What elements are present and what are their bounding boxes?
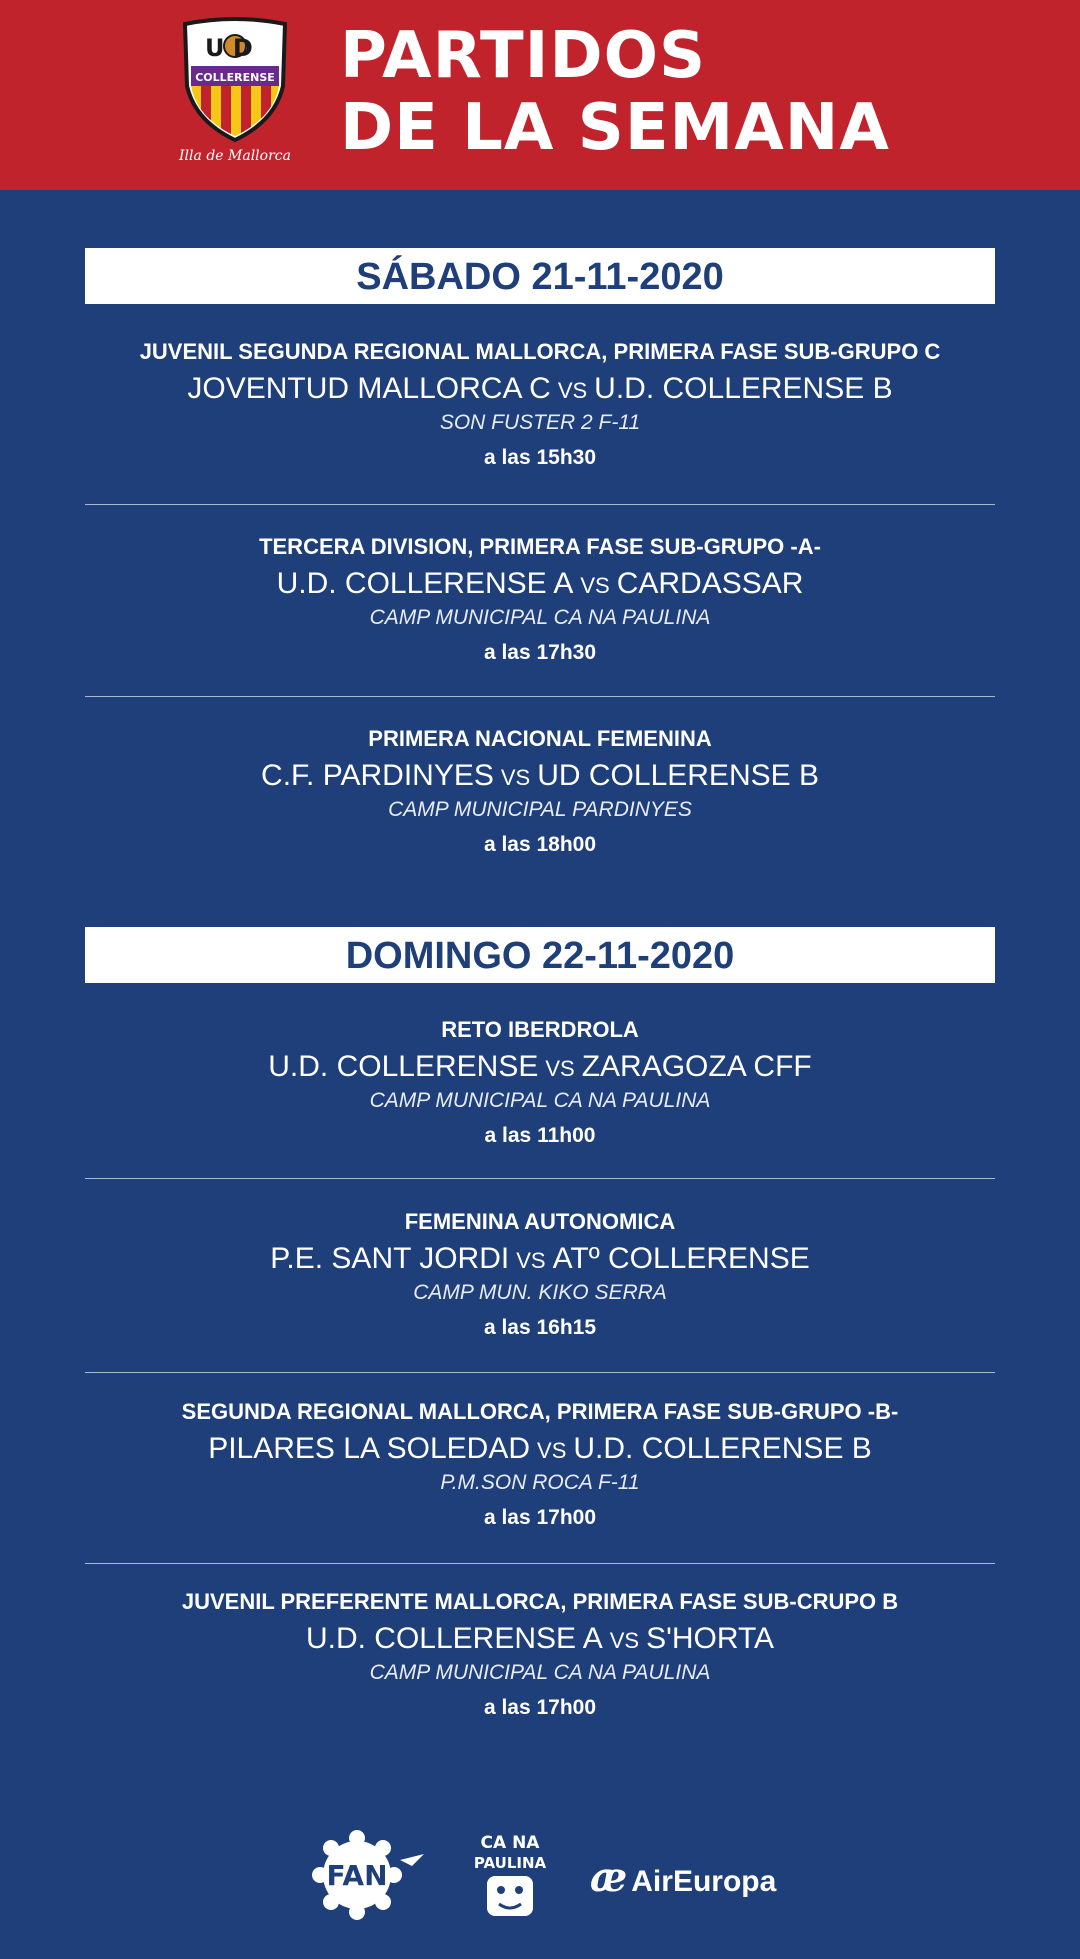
aireuropa-text: AirEuropa (631, 1865, 777, 1898)
aireuropa-mark-icon: æ (590, 1854, 628, 1901)
match-time: a las 18h00 (483, 833, 597, 856)
day-header-saturday: SÁBADO 21-11-2020 (85, 248, 995, 304)
home-team: C.F. PARDINYES (261, 759, 494, 792)
match-card (85, 534, 995, 666)
vs-label: VS (537, 1438, 567, 1463)
match-venue: CAMP MUN. KIKO SERRA (413, 1281, 667, 1304)
match-teams (85, 758, 995, 798)
away-team: ATº COLLERENSE (552, 1242, 810, 1275)
match-card (85, 339, 995, 471)
match-teams (85, 1621, 995, 1661)
match-venue: P.M.SON ROCA F-11 (440, 1471, 640, 1494)
match-teams (85, 1049, 995, 1089)
away-team: S'HORTA (646, 1622, 775, 1655)
away-team: CARDASSAR (616, 567, 804, 600)
fan-logo-icon (312, 1830, 427, 1920)
logo-tagline: Illa de Mallorca (179, 148, 291, 164)
competition-name: RETO IBERDROLA (441, 1017, 639, 1042)
divider (85, 1372, 995, 1373)
home-team: U.D. COLLERENSE A (276, 567, 574, 600)
match-time: a las 17h00 (483, 1506, 597, 1529)
match-venue: CAMP MUNICIPAL PARDINYES (388, 798, 692, 821)
fan-logo-text: FAN (326, 1859, 388, 1892)
divider (85, 1178, 995, 1179)
header-banner (0, 0, 1080, 190)
competition-name: PRIMERA NACIONAL FEMENINA (368, 726, 712, 751)
crest-letters: U D (205, 34, 253, 62)
title-line-1: PARTIDOS (340, 19, 707, 93)
away-team: U.D. COLLERENSE B (594, 372, 893, 405)
match-card (85, 1399, 995, 1531)
cana-line-1: CA NA (480, 1833, 540, 1853)
club-crest-icon (165, 16, 305, 146)
match-venue: CAMP MUNICIPAL CA NA PAULINA (369, 1661, 711, 1684)
vs-label: VS (545, 1056, 575, 1081)
match-venue: CAMP MUNICIPAL CA NA PAULINA (369, 606, 711, 629)
competition-name: FEMENINA AUTONOMICA (404, 1209, 676, 1234)
match-card (85, 1589, 995, 1721)
match-teams (85, 1241, 995, 1281)
home-team: PILARES LA SOLEDAD (208, 1432, 531, 1465)
competition-name: JUVENIL SEGUNDA REGIONAL MALLORCA, PRIMERA FASE SUB-GRUPO C (139, 339, 941, 364)
club-logo (165, 16, 305, 174)
sponsors-footer (0, 1820, 1080, 1930)
cana-line-2: PAULINA (473, 1854, 547, 1872)
page-title (340, 20, 890, 164)
match-time: a las 17h00 (483, 1696, 597, 1719)
home-team: JOVENTUD MALLORCA C (187, 372, 551, 405)
competition-name: SEGUNDA REGIONAL MALLORCA, PRIMERA FASE SUB-GRUPO -B- (181, 1399, 899, 1424)
match-card (85, 1017, 995, 1149)
crest-club-name: COLLERENSE (195, 71, 275, 84)
match-card (85, 726, 995, 858)
vs-label: VS (516, 1248, 546, 1273)
match-time: a las 17h30 (483, 641, 597, 664)
vs-label: VS (580, 573, 610, 598)
match-card (85, 1209, 995, 1341)
ca-na-paulina-logo (465, 1828, 555, 1928)
vs-label: VS (500, 765, 531, 790)
aireuropa-logo (590, 1854, 776, 1901)
divider (85, 504, 995, 505)
match-teams (85, 371, 995, 411)
match-time: a las 16h15 (483, 1316, 597, 1339)
away-team: UD COLLERENSE B (537, 759, 819, 792)
match-venue: SON FUSTER 2 F-11 (439, 411, 641, 434)
home-team: P.E. SANT JORDI (270, 1242, 510, 1275)
competition-name: JUVENIL PREFERENTE MALLORCA, PRIMERA FASE SUB-CRUPO B (181, 1589, 899, 1614)
match-time: a las 15h30 (483, 446, 597, 469)
competition-name: TERCERA DIVISION, PRIMERA FASE SUB-GRUPO -A- (259, 534, 821, 559)
home-team: U.D. COLLERENSE (268, 1050, 539, 1083)
title-line-2: DE LA SEMANA (340, 91, 890, 165)
away-team: U.D. COLLERENSE B (573, 1432, 872, 1465)
vs-label: VS (609, 1628, 640, 1653)
match-time: a las 11h00 (484, 1124, 596, 1147)
divider (85, 696, 995, 697)
match-teams (85, 1431, 995, 1471)
vs-label: VS (557, 378, 588, 403)
ca-na-paulina-logo-icon (465, 1828, 555, 1923)
home-team: U.D. COLLERENSE A (305, 1622, 603, 1655)
match-venue: CAMP MUNICIPAL CA NA PAULINA (369, 1089, 711, 1112)
day-header-sunday: DOMINGO 22-11-2020 (85, 927, 995, 983)
divider (85, 1563, 995, 1564)
match-teams (85, 566, 995, 606)
away-team: ZARAGOZA CFF (581, 1050, 812, 1083)
fan-logo (312, 1830, 427, 1925)
